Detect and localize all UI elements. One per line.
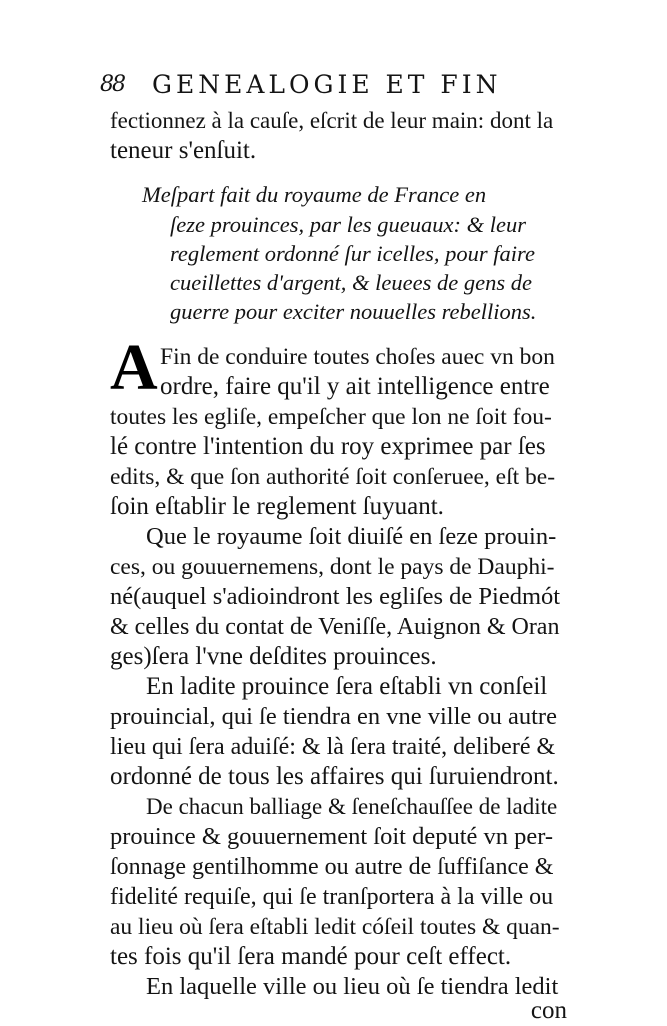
body-line: & celles du contat de Veniſſe, Auignon & Oran xyxy=(110,614,560,640)
body-line: né(auquel s'adioindront les egliſes de Piedmót xyxy=(110,583,561,610)
body-line: En laquelle ville ou lieu où ſe tiendra ledit xyxy=(146,973,559,1000)
body-line: ſonnage gentilhomme ou autre de ſuffiſance & xyxy=(110,854,554,880)
body-line: ordonné de tous les affaires qui ſuruiendront. xyxy=(110,763,559,790)
body-line: ces, ou gouuernemens, dont le pays de Dauphi- xyxy=(110,554,555,580)
body-line: prouince & gouuernement ſoit deputé vn per- xyxy=(110,823,554,850)
body-line: De chacun balliage & ſeneſchauſſee de ladite xyxy=(146,794,558,819)
body-line: ges)ſera l'vne deſdites prouinces. xyxy=(110,643,437,670)
summary-line: reglement ordonné ſur icelles, pour faire xyxy=(170,241,535,266)
body-line: En ladite prouince ſera eſtabli vn conſeil xyxy=(146,673,548,700)
folio-number: 88 xyxy=(100,71,124,97)
body-line: ordre, faire qu'il y ait intelligence entre xyxy=(160,373,550,400)
body-line: tes fois qu'il ſera mandé pour ceſt effect. xyxy=(110,943,512,970)
catchword: con xyxy=(530,997,567,1024)
body-line: lé contre l'intention du roy exprimee par ſes xyxy=(110,433,546,460)
body-line: prouincial, qui ſe tiendra en vne ville ou autre xyxy=(110,703,557,730)
summary-line: guerre pour exciter nouuelles rebellions. xyxy=(170,299,537,324)
body-line: edits, & que ſon authorité ſoit conſeruee, eſt be- xyxy=(110,464,556,490)
body-line: lieu qui ſera aduiſé: & là ſera traité, deliberé & xyxy=(110,734,556,760)
summary-line: cueillettes d'argent, & leuees de gens de xyxy=(170,270,532,295)
drop-initial: A xyxy=(110,331,158,404)
summary-line: Meſpart fait du royaume de France en xyxy=(142,182,487,207)
body-line: Que le royaume ſoit diuiſé en ſeze prouin- xyxy=(146,523,557,550)
intro-line: fectionnez à la cauſe, eſcrit de leur main: dont la xyxy=(110,108,554,133)
summary-line: ſeze prouinces, par les gueuaux: & leur xyxy=(170,212,526,237)
body-line: toutes les egliſe, empeſcher que lon ne ſoit fou- xyxy=(110,404,552,430)
body-line: au lieu où ſera eſtabli ledit cóſeil toutes & quan- xyxy=(110,914,560,940)
body-line: Fin de conduire toutes choſes auec vn bon xyxy=(160,344,555,370)
intro-line: teneur s'enſuit. xyxy=(110,137,257,164)
running-title: GENEALOGIE ET FIN xyxy=(152,69,502,99)
page-header xyxy=(100,66,550,102)
body-line: fidelité requiſe, qui ſe tranſportera à la ville ou xyxy=(110,884,554,910)
body-line: ſoin eſtablir le reglement ſuyuant. xyxy=(110,493,444,520)
